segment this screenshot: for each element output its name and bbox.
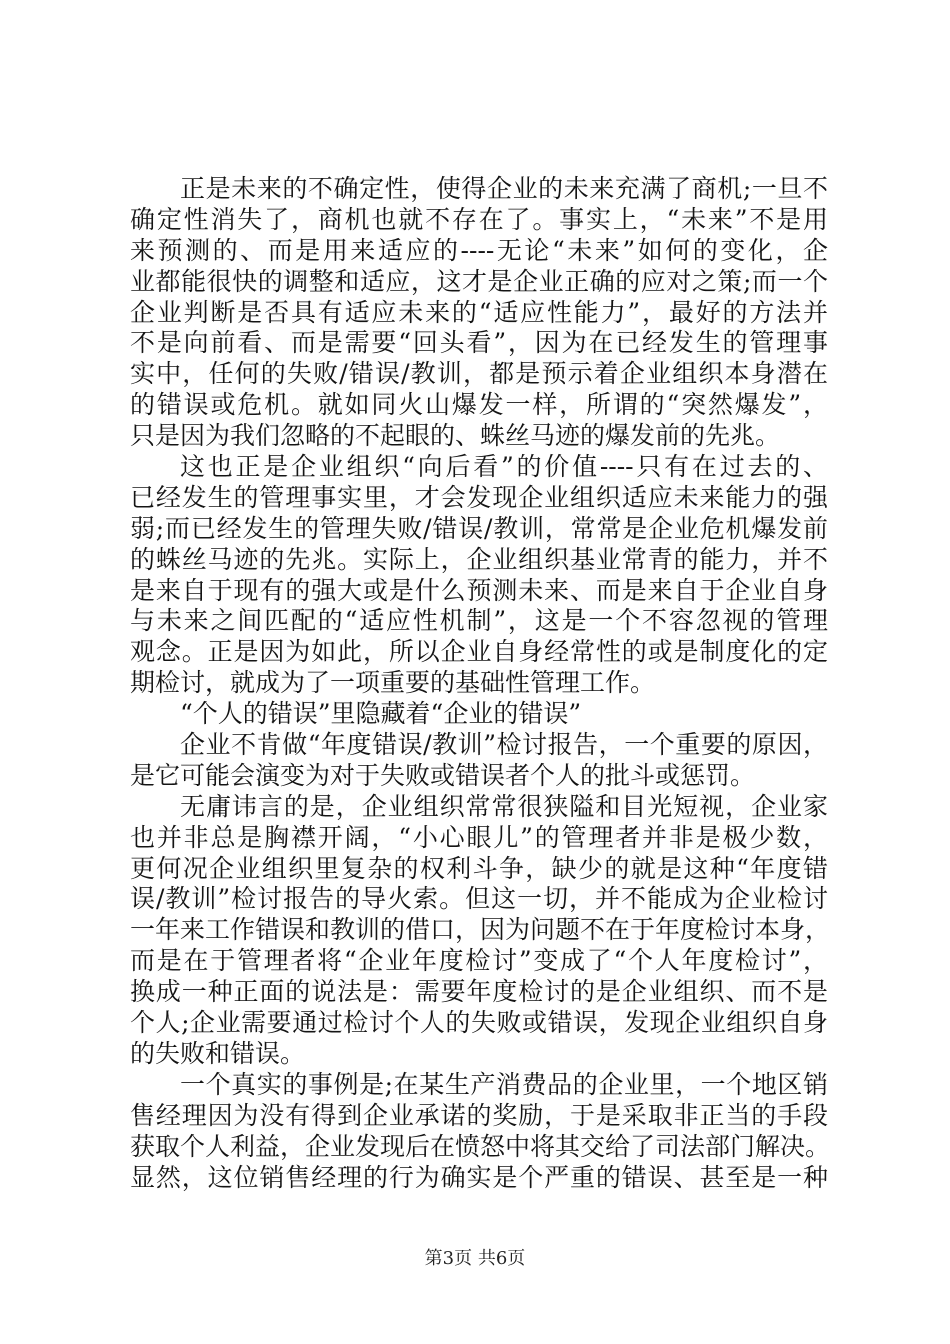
text-line: 是它可能会演变为对于失败或错误者个人的批斗或惩罚。 xyxy=(130,760,756,790)
text-line: 更何况企业组织里复杂的权利斗争，缺少的就是这种“年度错 xyxy=(130,853,828,883)
text-line: 是来自于现有的强大或是什么预测未来、而是来自于企业自身 xyxy=(130,575,828,605)
text-line: 的失败和错误。 xyxy=(130,1038,306,1068)
page-footer: 第3页 共6页 xyxy=(424,1248,526,1269)
text-line: 已经发生的管理事实里，才会发现企业组织适应未来能力的强 xyxy=(130,482,828,512)
text-line: 而是在于管理者将“企业年度检讨”变成了“个人年度检讨”， xyxy=(130,946,828,976)
text-line: 误/教训”检讨报告的导火索。但这一切，并不能成为企业检讨 xyxy=(130,884,828,914)
text-line: 这也正是企业组织“向后看”的价值----只有在过去的、 xyxy=(180,452,828,482)
text-line: 业都能很快的调整和适应，这才是企业正确的应对之策;而一个 xyxy=(130,266,828,296)
text-line: 的错误或危机。就如同火山爆发一样，所谓的“突然爆发”， xyxy=(130,390,828,420)
text-line: 观念。正是因为如此，所以企业自身经常性的或是制度化的定 xyxy=(130,637,828,667)
text-line: 实中，任何的失败/错误/教训，都是预示着企业组织本身潜在 xyxy=(130,359,828,389)
text-line: 弱;而已经发生的管理失败/错误/教训，常常是企业危机爆发前 xyxy=(130,513,828,543)
text-line: 来预测的、而是用来适应的----无论“未来”如何的变化，企 xyxy=(130,235,828,265)
text-line: 获取个人利益，企业发现后在愤怒中将其交给了司法部门解决。 xyxy=(130,1131,831,1161)
text-line: 期检讨，就成为了一项重要的基础性管理工作。 xyxy=(130,668,656,698)
text-line: 的蛛丝马迹的先兆。实际上，企业组织基业常青的能力，并不 xyxy=(130,544,828,574)
text-line: 确定性消失了，商机也就不存在了。事实上，“未来”不是用 xyxy=(130,204,828,234)
text-line: 一个真实的事例是;在某生产消费品的企业里，一个地区销 xyxy=(180,1069,828,1099)
text-line: 换成一种正面的说法是：需要年度检讨的是企业组织、而不是 xyxy=(130,977,828,1007)
text-line: 企业判断是否具有适应未来的“适应性能力”，最好的方法并 xyxy=(130,297,828,327)
text-line: 售经理因为没有得到企业承诺的奖励，于是采取非正当的手段 xyxy=(130,1100,828,1130)
text-line: 显然，这位销售经理的行为确实是个严重的错误、甚至是一种 xyxy=(130,1162,828,1192)
text-line: 个人;企业需要通过检讨个人的失败或错误，发现企业组织自身 xyxy=(130,1008,828,1038)
text-line: 也并非总是胸襟开阔，“小心眼儿”的管理者并非是极少数， xyxy=(130,822,828,852)
text-line: 一年来工作错误和教训的借口，因为问题不在于年度检讨本身， xyxy=(130,915,831,945)
document-body xyxy=(130,174,831,1193)
text-line: “个人的错误”里隐藏着“企业的错误” xyxy=(180,699,582,729)
text-line: 与未来之间匹配的“适应性机制”，这是一个不容忽视的管理 xyxy=(130,606,828,636)
text-line: 只是因为我们忽略的不起眼的、蛛丝马迹的爆发前的先兆。 xyxy=(130,421,781,451)
text-line: 不是向前看、而是需要“回头看”，因为在已经发生的管理事 xyxy=(130,328,828,358)
text-line: 企业不肯做“年度错误/教训”检讨报告，一个重要的原因， xyxy=(180,730,828,760)
text-line: 无庸讳言的是，企业组织常常很狭隘和目光短视，企业家 xyxy=(180,791,828,821)
text-line: 正是未来的不确定性，使得企业的未来充满了商机;一旦不 xyxy=(180,174,828,203)
